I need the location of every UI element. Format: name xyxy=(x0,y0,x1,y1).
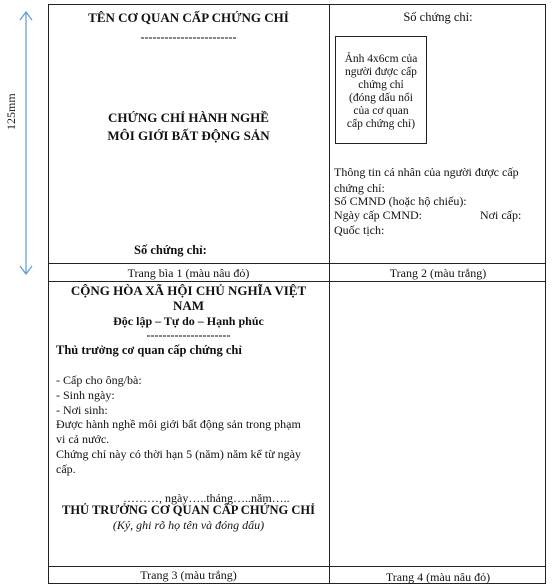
cert-title-line1: CHỨNG CHỈ HÀNH NGHỀ xyxy=(108,110,269,125)
signer-title: THỦ TRƯỞNG CƠ QUAN CẤP CHỨNG CHỈ xyxy=(61,503,315,517)
photo-text-line: (đóng dấu nổi xyxy=(349,92,413,104)
column-divider xyxy=(329,4,330,584)
personal-info-line2: chứng chỉ: xyxy=(334,181,385,195)
photo-text-line: người được cấp xyxy=(345,66,417,78)
national-motto: Độc lập – Tự do – Hạnh phúc xyxy=(113,314,264,328)
agency-title: TÊN CƠ QUAN CẤP CHỨNG CHỈ xyxy=(88,10,289,25)
row-divider-middle xyxy=(48,281,546,282)
republic-line1: CỘNG HÒA XÃ HỘI CHỦ NGHĨA VIỆT xyxy=(70,283,307,298)
photo-text-line: cấp chứng chỉ) xyxy=(346,118,416,130)
signer-note: (Ký, ghi rõ họ tên và đóng dấu) xyxy=(112,518,265,532)
validity-text-line1: Chứng chỉ này có thời hạn 5 (năm) năm kể từ ngày xyxy=(56,447,301,461)
row-divider-top xyxy=(48,263,546,264)
agency-divider: ------------------------ xyxy=(140,30,237,44)
id-date-field: Ngày cấp CMND: xyxy=(334,208,422,222)
photo-text-line: chứng chỉ xyxy=(358,79,404,91)
permit-text-line1: Được hành nghề môi giới bất động sản trong phạm xyxy=(56,417,301,431)
dimension-label: 125mm xyxy=(4,93,18,130)
head-of-agency-title: Thủ trưởng cơ quan cấp chứng chỉ xyxy=(56,343,242,357)
double-arrow-icon xyxy=(6,8,42,278)
cert-title-line2: MÔI GIỚI BẤT ĐỘNG SẢN xyxy=(107,128,270,143)
birth-place-field: - Nơi sinh: xyxy=(56,403,108,417)
page1-caption: Trang bìa 1 (màu nâu đỏ) xyxy=(127,266,250,280)
nationality-field: Quốc tịch: xyxy=(334,223,385,237)
dimension-arrow xyxy=(6,8,42,278)
photo-placeholder xyxy=(335,36,427,144)
issued-to-field: - Cấp cho ông/bà: xyxy=(56,373,142,387)
page4-caption: Trang 4 (màu nâu đỏ) xyxy=(385,570,491,584)
personal-info-line1: Thông tin cá nhân của người được cấp xyxy=(334,165,519,179)
birth-date-field: - Sinh ngày: xyxy=(56,388,115,402)
date-line: ………, ngày…..tháng…..năm….. xyxy=(123,491,290,505)
validity-text-line2: cấp. xyxy=(56,462,76,476)
cert-number-label-cover: Số chứng chỉ: xyxy=(134,243,207,257)
photo-text-line: của cơ quan xyxy=(353,105,409,117)
photo-text-line: Ảnh 4x6cm của xyxy=(344,53,418,65)
page3-caption: Trang 3 (màu trắng) xyxy=(140,568,237,582)
motto-divider: --------------------- xyxy=(146,328,231,342)
cert-number-label: Số chứng chỉ: xyxy=(403,10,473,24)
republic-line2: NAM xyxy=(172,298,205,313)
id-number-field: Số CMND (hoặc hộ chiếu): xyxy=(334,194,467,208)
page2-caption: Trang 2 (màu trắng) xyxy=(389,266,487,280)
row-divider-bottom xyxy=(48,566,546,567)
id-place-field: Nơi cấp: xyxy=(480,208,522,222)
permit-text-line2: vi cả nước. xyxy=(56,432,110,446)
